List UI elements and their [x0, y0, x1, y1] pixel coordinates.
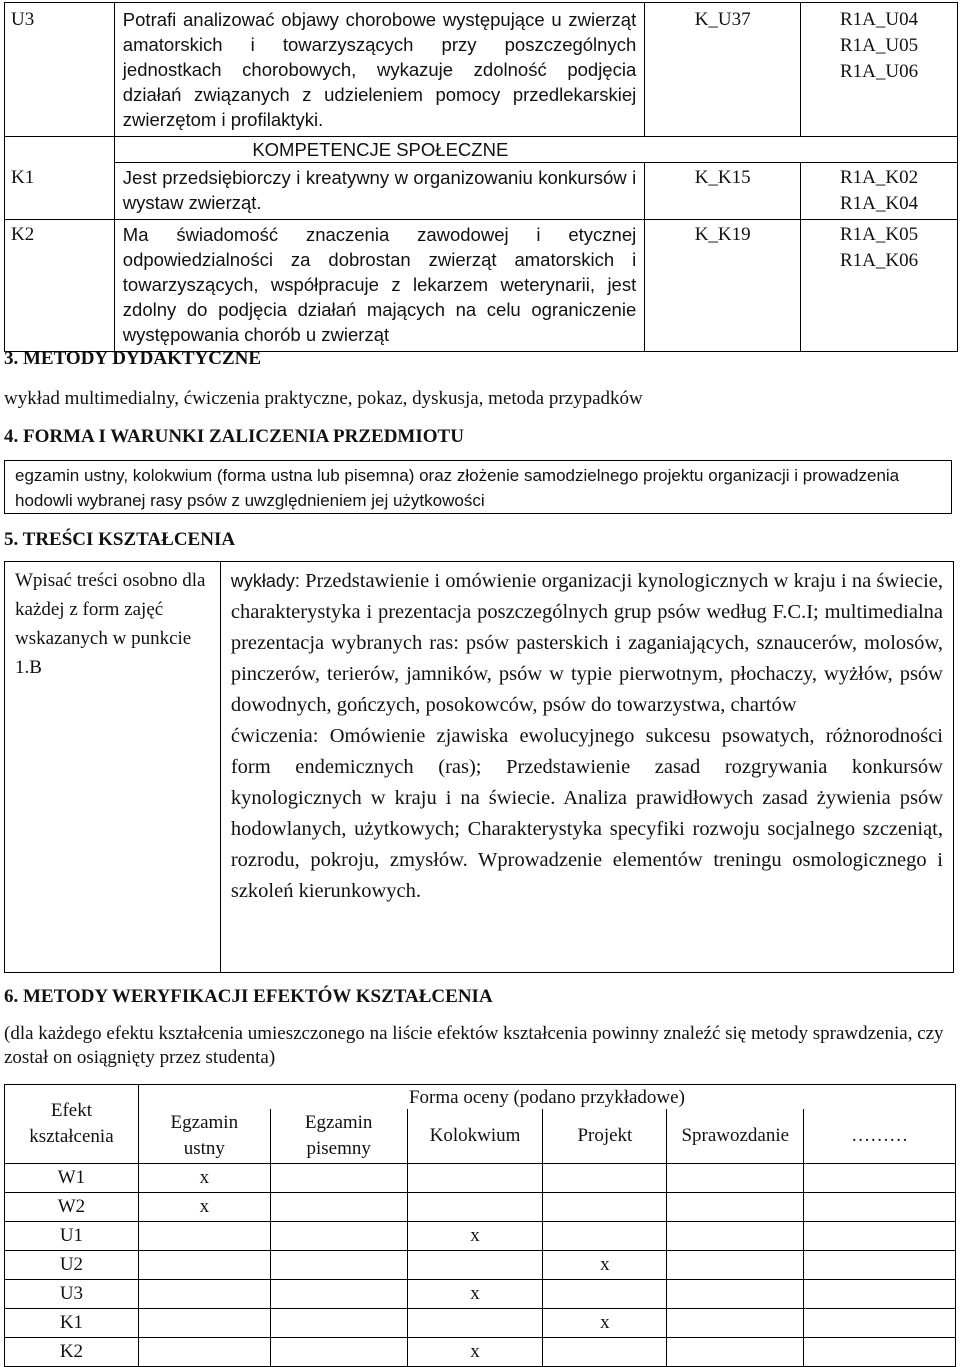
mark-cell [270, 1309, 407, 1338]
area-ref: R1A_K06 [839, 250, 919, 271]
effect-cell: U2 [5, 1251, 139, 1280]
table-row [5, 220, 958, 352]
effect-cell: K1 [5, 1309, 139, 1338]
mark-cell: x [543, 1251, 667, 1280]
table-row [5, 137, 958, 163]
mark-cell: x [407, 1280, 543, 1309]
col-header: ……… [804, 1109, 956, 1164]
area-ref: R1A_K05 [839, 224, 919, 245]
section-5-title: 5. TREŚCI KSZTAŁCENIA [4, 529, 236, 550]
section-6-note: (dla każdego efektu kształcenia umieszczonego na liście efektów kształcenia powinny znaleźć się metody sprawdzenia, czy został on osiągnięty przez studenta) [4, 1023, 944, 1068]
outcome-code: K1 [11, 166, 35, 188]
mark-cell [543, 1280, 667, 1309]
mark-cell [138, 1338, 270, 1367]
mark-cell [804, 1280, 956, 1309]
mark-cell [667, 1222, 804, 1251]
effect-cell: W1 [5, 1164, 139, 1193]
section-3-title: 3. METODY DYDAKTYCZNE [4, 348, 262, 369]
exercises-content: ćwiczenia: Omówienie zjawiska ewolucyjnego sukcesu psowatych, różnorodności form endemicznych (ras); Przedstawienie zasad rozgrywania konkursów kynologicznych w kraju i na świecie. Analiza prawidłowych zasad żywienia psów hodowlanych, użytkowych; Charakterystyka specyfiki rozwoju socjalnego szczeniąt, rozrodu, pokroju, zmysłów. Wprowadzenie elementów treningu osmologicznego i szkoleń kierunkowych. [230, 725, 943, 902]
mark-cell: x [543, 1309, 667, 1338]
mark-cell [543, 1222, 667, 1251]
mark-cell [543, 1164, 667, 1193]
effect-cell: U1 [5, 1222, 139, 1251]
table-row [5, 163, 958, 220]
table-row [5, 1309, 956, 1338]
mark-cell [407, 1309, 543, 1338]
mark-cell [270, 1193, 407, 1222]
mark-cell [667, 1193, 804, 1222]
section-4-box [4, 460, 952, 514]
mark-cell [270, 1280, 407, 1309]
col-header: Egzamin pisemny [270, 1109, 407, 1164]
section-4-text: egzamin ustny, kolokwium (forma ustna lub pisemna) oraz złożenie samodzielnego projektu organizacji i prowadzenia hodowli wybranej rasy psów z uwzględnieniem jej użytkowości [15, 466, 900, 510]
table-row [5, 3, 958, 137]
mark-cell [138, 1222, 270, 1251]
direction-ref: K_K19 [694, 224, 751, 245]
mark-cell [804, 1164, 956, 1193]
section-4-title: 4. FORMA I WARUNKI ZALICZENIA PRZEDMIOTU [4, 426, 464, 447]
mark-cell [270, 1251, 407, 1280]
table-row [5, 1164, 956, 1193]
table-row [5, 1222, 956, 1251]
outcome-text: Jest przedsiębiorczy i kreatywny w organizowaniu konkursów i wystaw zwierząt. [122, 167, 637, 213]
direction-ref: K_U37 [645, 3, 801, 137]
area-ref: R1A_K02 [839, 167, 919, 188]
col-header: Kolokwium [407, 1109, 543, 1164]
mark-cell [667, 1164, 804, 1193]
mark-cell [804, 1309, 956, 1338]
mark-cell [804, 1193, 956, 1222]
mark-cell [667, 1309, 804, 1338]
contents-table [4, 561, 954, 973]
mark-cell [407, 1164, 543, 1193]
outcome-code: K2 [11, 224, 35, 245]
col-effect-header: Efekt kształcenia [5, 1085, 139, 1164]
outcome-text: Potrafi analizować objawy chorobowe występujące u zwierząt amatorskich i towarzyszących przy poszczególnych jednostkach chorobowych, wykazuje zdolność podjęcia działań związanych z udzieleniem pomocy przedlekarskiej zwierzętom i profilaktyki. [114, 3, 644, 137]
effect-cell: W2 [5, 1193, 139, 1222]
mark-cell: x [407, 1222, 543, 1251]
effect-cell: K2 [5, 1338, 139, 1367]
mark-cell [804, 1251, 956, 1280]
mark-cell [543, 1193, 667, 1222]
mark-cell [667, 1338, 804, 1367]
col-header: Sprawozdanie [667, 1109, 804, 1164]
contents-instruction: Wpisać treści osobno dla każdej z form zajęć wskazanych w punkcie 1.B [15, 570, 206, 678]
mark-cell: x [407, 1338, 543, 1367]
outcome-text: Ma świadomość znaczenia zawodowej i etycznej odpowiedzialności za dobrostan zwierząt amatorskich i towarzyszących, współpracuje z lekarzem weterynarii, jest zdolny do podjęcia działań mających na celu ograniczenie występowania chorób u zwierząt [122, 224, 637, 345]
verification-table [4, 1084, 956, 1367]
social-competences-header: KOMPETENCJE SPOŁECZNE [252, 139, 509, 160]
mark-cell [804, 1338, 956, 1367]
mark-cell [270, 1338, 407, 1367]
effect-cell: U3 [5, 1280, 139, 1309]
form-group-header: Forma oceny (podano przykładowe) [138, 1085, 955, 1110]
mark-cell [270, 1164, 407, 1193]
direction-ref: K_K15 [694, 167, 751, 188]
mark-cell [270, 1222, 407, 1251]
mark-cell [667, 1280, 804, 1309]
mark-cell [138, 1251, 270, 1280]
mark-cell: x [138, 1164, 270, 1193]
table-row [5, 1280, 956, 1309]
mark-cell: x [138, 1193, 270, 1222]
mark-cell [138, 1309, 270, 1338]
area-ref: R1A_K04 [839, 193, 919, 214]
table-row [5, 1251, 956, 1280]
mark-cell [804, 1222, 956, 1251]
mark-cell [667, 1251, 804, 1280]
area-refs: R1A_U04 R1A_U05 R1A_U06 [801, 3, 958, 137]
mark-cell [407, 1193, 543, 1222]
table-row [5, 1193, 956, 1222]
col-header: Egzamin ustny [138, 1109, 270, 1164]
lectures-content: wykłady: Przedstawienie i omówienie organizacji kynologicznych w kraju i na świecie, charakterystyka i prezentacja poszczególnych grup psów według F.C.I; multimedialna prezentacja wybranych ras: psów pasterskich i zaganiających, sznaucerów, molosów, pinczerów, terierów, jamników, psów w typie pierwotnym, płochaczy, wyżłów, psów dowodnych, gończych, posokowców, psów do towarzystwa, chartów [230, 570, 944, 716]
section-3-text: wykład multimedialny, ćwiczenia praktyczne, pokaz, dyskusja, metoda przypadków [4, 388, 643, 409]
outcomes-table [4, 2, 958, 352]
table-row [5, 1338, 956, 1367]
outcome-code: U3 [5, 3, 115, 137]
mark-cell [138, 1280, 270, 1309]
mark-cell [407, 1251, 543, 1280]
col-header: Projekt [543, 1109, 667, 1164]
mark-cell [543, 1338, 667, 1367]
section-6-title: 6. METODY WERYFIKACJI EFEKTÓW KSZTAŁCENIA [4, 986, 493, 1007]
